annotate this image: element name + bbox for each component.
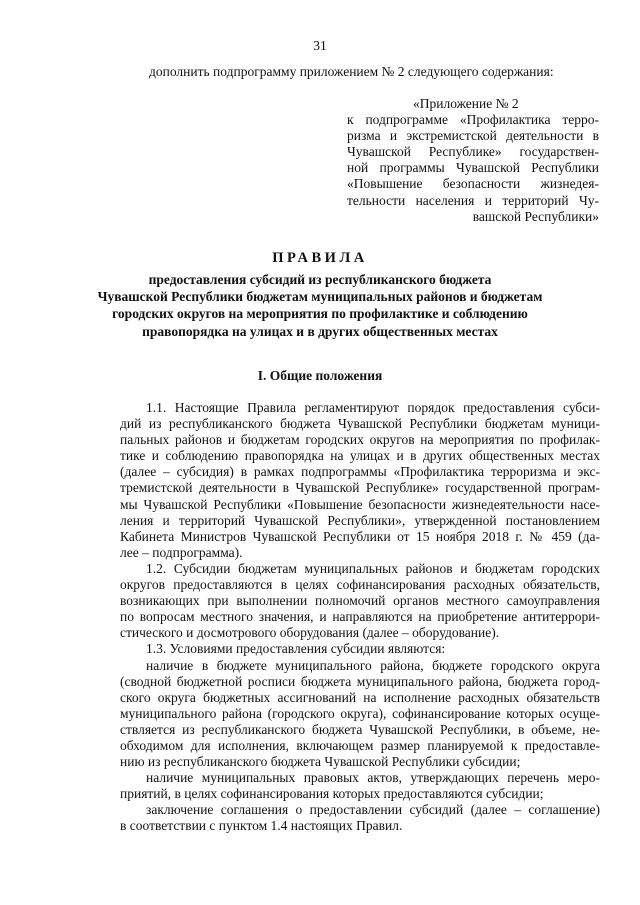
body-line: заключение соглашения о предоставлении субсидий (далее – соглашение) — [146, 802, 600, 818]
body-line: (сводной бюджетной росписи бюджета муниципального района, бюджета город- — [120, 673, 600, 689]
appendix-line: ризма и экстремистской деятельности в — [347, 128, 599, 144]
body-line: (далее – субсидия) в рамках подпрограммы «Профилактика терроризма и экс- — [120, 464, 600, 480]
body-line: ского округа бюджетных ассигнований на исполнение расходных обязательств — [120, 689, 600, 705]
body-line: возникающих при выполнении полномочий органов местного самоуправления — [120, 593, 600, 609]
body-line: обходимом для исполнения, включающем размер планируемой к предоставле- — [120, 737, 600, 753]
appendix-line: ной программы Чувашской Республики — [347, 160, 599, 176]
body-line: мы Чувашской Республики «Повышение безопасности жизнедеятельности насе- — [120, 496, 600, 512]
body-line: приятий, в целях софинансирования которых предоставляются субсидии; — [120, 786, 544, 802]
body-line: муниципального района (городского округа), софинансирование которых осуще- — [120, 705, 600, 721]
page-number: 31 — [313, 38, 327, 53]
appendix-line: тельности населения и территорий Чу- — [347, 192, 599, 208]
intro-sentence: дополнить подпрограмму приложением № 2 следующего содержания: — [149, 64, 554, 79]
document-title: ПРАВИЛА — [272, 250, 368, 266]
body-line: Кабинета Министров Чувашской Республики от 15 ноября 2018 г. № 459 (да- — [120, 528, 600, 544]
body-line: наличие муниципальных правовых актов, утверждающих перечень меро- — [146, 770, 600, 786]
document-subtitle-line: предоставления субсидий из республиканского бюджета — [148, 272, 492, 287]
body-line: ствляется из республиканского бюджета Чувашской Республики, в объеме, не- — [120, 721, 600, 737]
body-line: нию из республиканского бюджета Чувашской Республики субсидии; — [120, 754, 521, 770]
document-subtitle-line: городских округов на мероприятия по профилактике и соблюдению — [112, 306, 528, 322]
body-line: по вопросам местного значения, и направляются на приобретение антитеррори- — [120, 609, 600, 625]
body-line: в соответствии с пунктом 1.4 настоящих Правил. — [120, 818, 403, 834]
body-text — [120, 400, 600, 835]
document-title-block — [0, 250, 640, 340]
section-heading: I. Общие положения — [257, 368, 383, 383]
body-line: тремистской деятельности в Чувашской Республике» государственной програм- — [120, 480, 600, 496]
appendix-line: вашской Республики» — [472, 208, 599, 224]
body-line: тике и соблюдению правопорядка на улицах и в других общественных местах — [120, 448, 600, 464]
appendix-line: к подпрограмме «Профилактика терро- — [347, 112, 599, 128]
document-subtitle-line: правопорядка на улицах и в других общественных местах — [142, 323, 498, 339]
body-line: пальных районов и бюджетам городских округов на мероприятия по профилак- — [120, 432, 600, 448]
body-line: округов предоставляются в целях софинансирования расходных обязательств, — [120, 577, 600, 593]
body-line: лее – подпрограмма). — [120, 544, 243, 560]
document-subtitle-line: Чувашской Республики бюджетам муниципальных районов и бюджетам — [97, 289, 543, 305]
body-line: дий из республиканского бюджета Чувашской Республики бюджетам муници- — [120, 416, 600, 432]
body-line: наличие в бюджете муниципального района, бюджете городского округа — [146, 657, 600, 673]
body-line: 1.3. Условиями предоставления субсидии являются: — [146, 641, 446, 657]
body-line: 1.2. Субсидии бюджетам муниципальных районов и бюджетам городских — [146, 560, 600, 576]
body-line: ления и территорий Чувашской Республики», утвержденной постановлением — [120, 512, 600, 528]
appendix-line: «Повышение безопасности жизнедея- — [347, 176, 599, 192]
appendix-title: «Приложение № 2 — [413, 96, 519, 111]
appendix-line: Чувашской Республике» государствен- — [347, 144, 599, 160]
body-line: 1.1. Настоящие Правила регламентируют порядок предоставления субси- — [146, 400, 600, 415]
appendix-header — [347, 96, 599, 225]
body-line: стического и досмотрового оборудования (далее – оборудование). — [120, 625, 500, 641]
